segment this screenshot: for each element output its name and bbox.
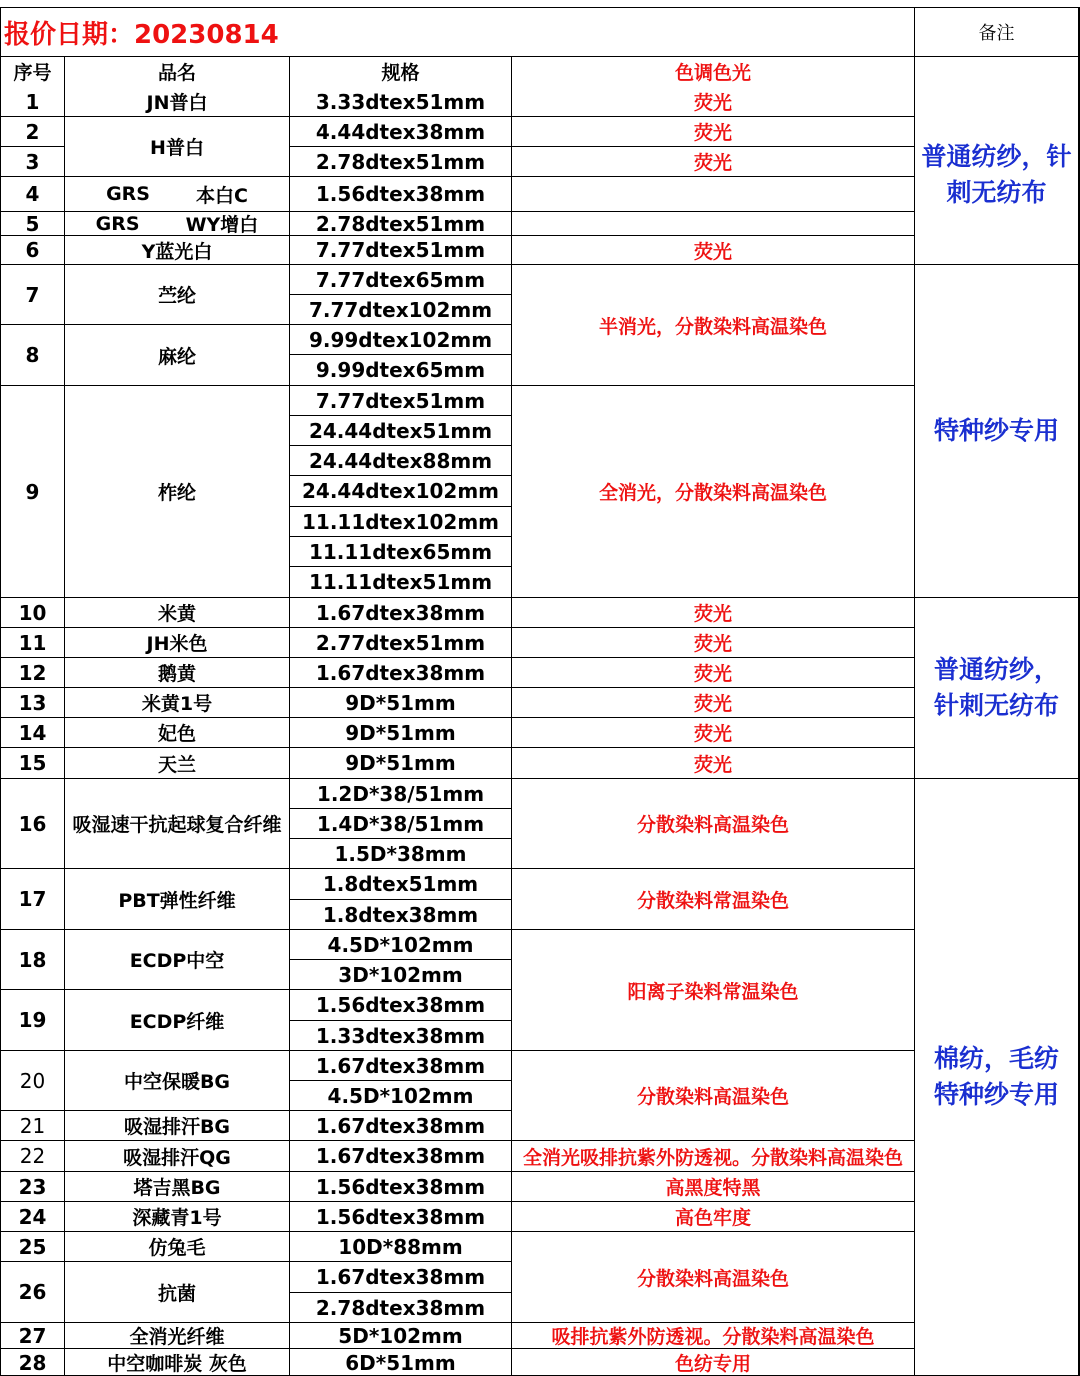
remark-header: 备注	[978, 23, 1015, 44]
product-name: 抗菌	[157, 1282, 196, 1305]
spec-value: 9D*51mm	[345, 720, 456, 745]
grid-line	[915, 778, 1080, 779]
spec-value: 1.56dtex38mm	[315, 182, 486, 206]
spec-value: 6D*51mm	[345, 1350, 456, 1375]
row-number: 12	[18, 660, 47, 685]
row-number: 9	[25, 479, 40, 504]
row-number: 22	[19, 1144, 46, 1168]
product-name: 中空保暖BG	[123, 1071, 231, 1093]
spec-value: 2.78dtex51mm	[315, 149, 486, 174]
spec-value: 3.33dtex51mm	[315, 89, 486, 114]
product-name: Y蓝光白	[141, 240, 213, 263]
spec-value: 1.56dtex38mm	[315, 1204, 486, 1229]
spec-value: 9.99dtex102mm	[308, 327, 493, 352]
row-number: 7	[25, 282, 40, 307]
spec-value: 1.67dtex38mm	[315, 1144, 486, 1168]
tone-value: 分散染料高温染色	[636, 814, 789, 836]
row-number: 23	[18, 1174, 47, 1199]
row-number: 26	[18, 1280, 47, 1304]
spec-value: 11.11dtex51mm	[308, 570, 493, 594]
product-name: 中空咖啡炭 灰色	[107, 1353, 247, 1375]
product-name: 天兰	[157, 753, 196, 776]
row-number: 24	[18, 1204, 47, 1229]
row-number: 10	[18, 600, 47, 625]
tone-value: 阳离子染料常温染色	[627, 980, 799, 1003]
product-name: ECDP中空	[129, 950, 225, 972]
spec-value: 1.4D*38/51mm	[316, 811, 485, 836]
spec-value: 1.67dtex38mm	[315, 600, 486, 625]
tone-value: 色纺专用	[674, 1353, 751, 1375]
tone-value: 荧光	[693, 152, 732, 174]
product-name: PBT弹性纤维	[118, 889, 236, 912]
spec-value: 3D*102mm	[338, 962, 463, 987]
tone-value: 荧光	[693, 633, 732, 655]
spec-value: 2.77dtex51mm	[315, 630, 486, 655]
tone-value: 荧光	[693, 92, 732, 114]
product-name-main: 本白C	[195, 184, 248, 207]
spec-value: 11.11dtex65mm	[308, 539, 493, 564]
remark-special-yarn: 特种纱专用	[933, 415, 1059, 445]
row-number: 25	[18, 1234, 47, 1259]
spec-value: 1.56dtex38mm	[315, 1174, 486, 1199]
header-name: 品名	[157, 62, 196, 84]
spec-value: 1.2D*38/51mm	[316, 781, 485, 806]
spec-value: 11.11dtex102mm	[301, 509, 500, 534]
spec-value: 1.5D*38mm	[334, 841, 467, 866]
spec-value: 24.44dtex51mm	[308, 418, 493, 443]
row-number: 14	[18, 720, 47, 745]
tone-value: 荧光	[693, 663, 732, 685]
tone-value: 荧光	[693, 122, 732, 144]
product-name	[65, 212, 289, 235]
product-name-main: WY增白	[185, 214, 259, 236]
row-number: 2	[25, 119, 40, 144]
spec-value: 9D*51mm	[345, 690, 456, 715]
tone-value: 荧光	[693, 693, 732, 715]
spec-value: 1.67dtex38mm	[315, 1053, 486, 1078]
grid-line	[915, 597, 1080, 598]
remark-ordinary-spinning: 普通纺纱，针刺无纺布	[933, 654, 1059, 720]
product-name: 鹅黄	[157, 663, 196, 685]
product-name: 吸湿排汗BG	[123, 1116, 231, 1138]
row-number: 28	[18, 1350, 47, 1375]
row-number: 27	[18, 1323, 47, 1348]
spec-value: 4.5D*102mm	[327, 1083, 474, 1108]
product-name: 妃色	[157, 723, 196, 745]
spec-value: 7.77dtex51mm	[315, 238, 486, 262]
product-name: 柞纶	[157, 482, 196, 504]
spec-value: 24.44dtex88mm	[308, 448, 493, 473]
spec-value: 1.33dtex38mm	[315, 1023, 486, 1048]
tone-value	[512, 212, 914, 235]
row-number: 11	[18, 630, 47, 655]
tone-value	[512, 177, 914, 211]
remark-cotton-wool-special: 棉纺，毛纺特种纱专用	[933, 1044, 1059, 1109]
product-name: JH米色	[146, 633, 208, 655]
tone-value: 荧光	[693, 603, 732, 625]
product-name: 吸湿速干抗起球复合纤维	[72, 814, 282, 836]
spec-value: 1.8dtex51mm	[322, 872, 479, 896]
tone-value: 荧光	[693, 723, 732, 745]
header-tone: 色调色光	[674, 62, 751, 84]
row-number: 6	[25, 238, 40, 262]
header-spec: 规格	[381, 62, 420, 84]
product-name: JN普白	[146, 92, 208, 114]
product-name: 塔吉黑BG	[133, 1177, 221, 1199]
spec-value: 1.67dtex38mm	[315, 1113, 486, 1138]
row-number: 1	[25, 89, 40, 114]
spec-value: 10D*88mm	[338, 1234, 463, 1259]
product-name: 苎纶	[157, 285, 196, 307]
row-number: 15	[18, 751, 47, 775]
tone-value: 高黑度特黑	[665, 1177, 761, 1199]
product-name: 深藏青1号	[132, 1207, 222, 1229]
spec-value: 1.67dtex38mm	[315, 1265, 486, 1289]
product-name: H普白	[150, 137, 204, 159]
tone-value: 全消光，分散染料高温染色	[598, 482, 827, 504]
spec-value: 7.77dtex51mm	[315, 388, 486, 413]
product-name-prefix: GRS	[95, 212, 140, 235]
product-name-prefix: GRS	[106, 183, 150, 205]
product-name: 吸湿排汗QG	[123, 1146, 231, 1169]
spec-value: 2.78dtex51mm	[315, 211, 486, 236]
tone-value: 吸排抗紫外防透视。分散染料高温染色	[551, 1326, 875, 1348]
spec-value: 1.56dtex38mm	[315, 993, 486, 1017]
tone-value: 高色牢度	[674, 1207, 751, 1229]
spec-value: 1.67dtex38mm	[315, 660, 486, 685]
row-number: 5	[25, 211, 40, 236]
row-number: 20	[19, 1068, 46, 1093]
product-name: 仿兔毛	[148, 1237, 206, 1259]
row-number: 8	[25, 343, 40, 367]
row-number: 13	[18, 690, 47, 715]
product-name: 全消光纤维	[129, 1326, 225, 1348]
spec-value: 9.99dtex65mm	[315, 358, 486, 382]
tone-value: 荧光	[693, 240, 732, 263]
tone-value: 荧光	[693, 753, 732, 776]
row-number: 21	[19, 1113, 46, 1138]
spec-value: 1.8dtex38mm	[322, 902, 479, 927]
tone-value: 半消光，分散染料高温染色	[598, 315, 827, 338]
row-number: 18	[18, 947, 47, 972]
header-no: 序号	[13, 62, 52, 84]
row-number: 16	[18, 811, 47, 836]
row-number: 3	[25, 149, 40, 174]
row-number: 4	[25, 182, 40, 206]
grid-line	[915, 264, 1080, 265]
spec-value: 2.78dtex38mm	[315, 1295, 486, 1320]
remark-ordinary-spinning: 普通纺纱，针刺无纺布	[921, 142, 1072, 207]
product-name	[65, 177, 289, 211]
product-name: 麻纶	[157, 345, 196, 368]
product-name: 米黄1号	[141, 693, 213, 715]
spec-value: 5D*102mm	[338, 1323, 463, 1348]
tone-value: 全消光吸排抗紫外防透视。分散染料高温染色	[522, 1146, 903, 1169]
product-name: ECDP纤维	[129, 1010, 225, 1033]
spec-value: 7.77dtex65mm	[315, 267, 486, 292]
tone-value: 分散染料高温染色	[636, 1086, 789, 1108]
row-number: 19	[18, 1008, 47, 1032]
spec-value: 4.5D*102mm	[327, 932, 474, 957]
row-number: 17	[18, 887, 47, 911]
spec-value: 7.77dtex102mm	[308, 297, 493, 322]
spec-value: 24.44dtex102mm	[301, 479, 500, 503]
quote-date-title: 报价日期：20230814	[4, 19, 279, 50]
tone-value: 分散染料高温染色	[636, 1267, 789, 1290]
spec-value: 4.44dtex38mm	[315, 119, 486, 144]
spec-value: 9D*51mm	[345, 751, 456, 775]
tone-value: 分散染料常温染色	[636, 889, 789, 912]
product-name: 米黄	[157, 603, 196, 625]
